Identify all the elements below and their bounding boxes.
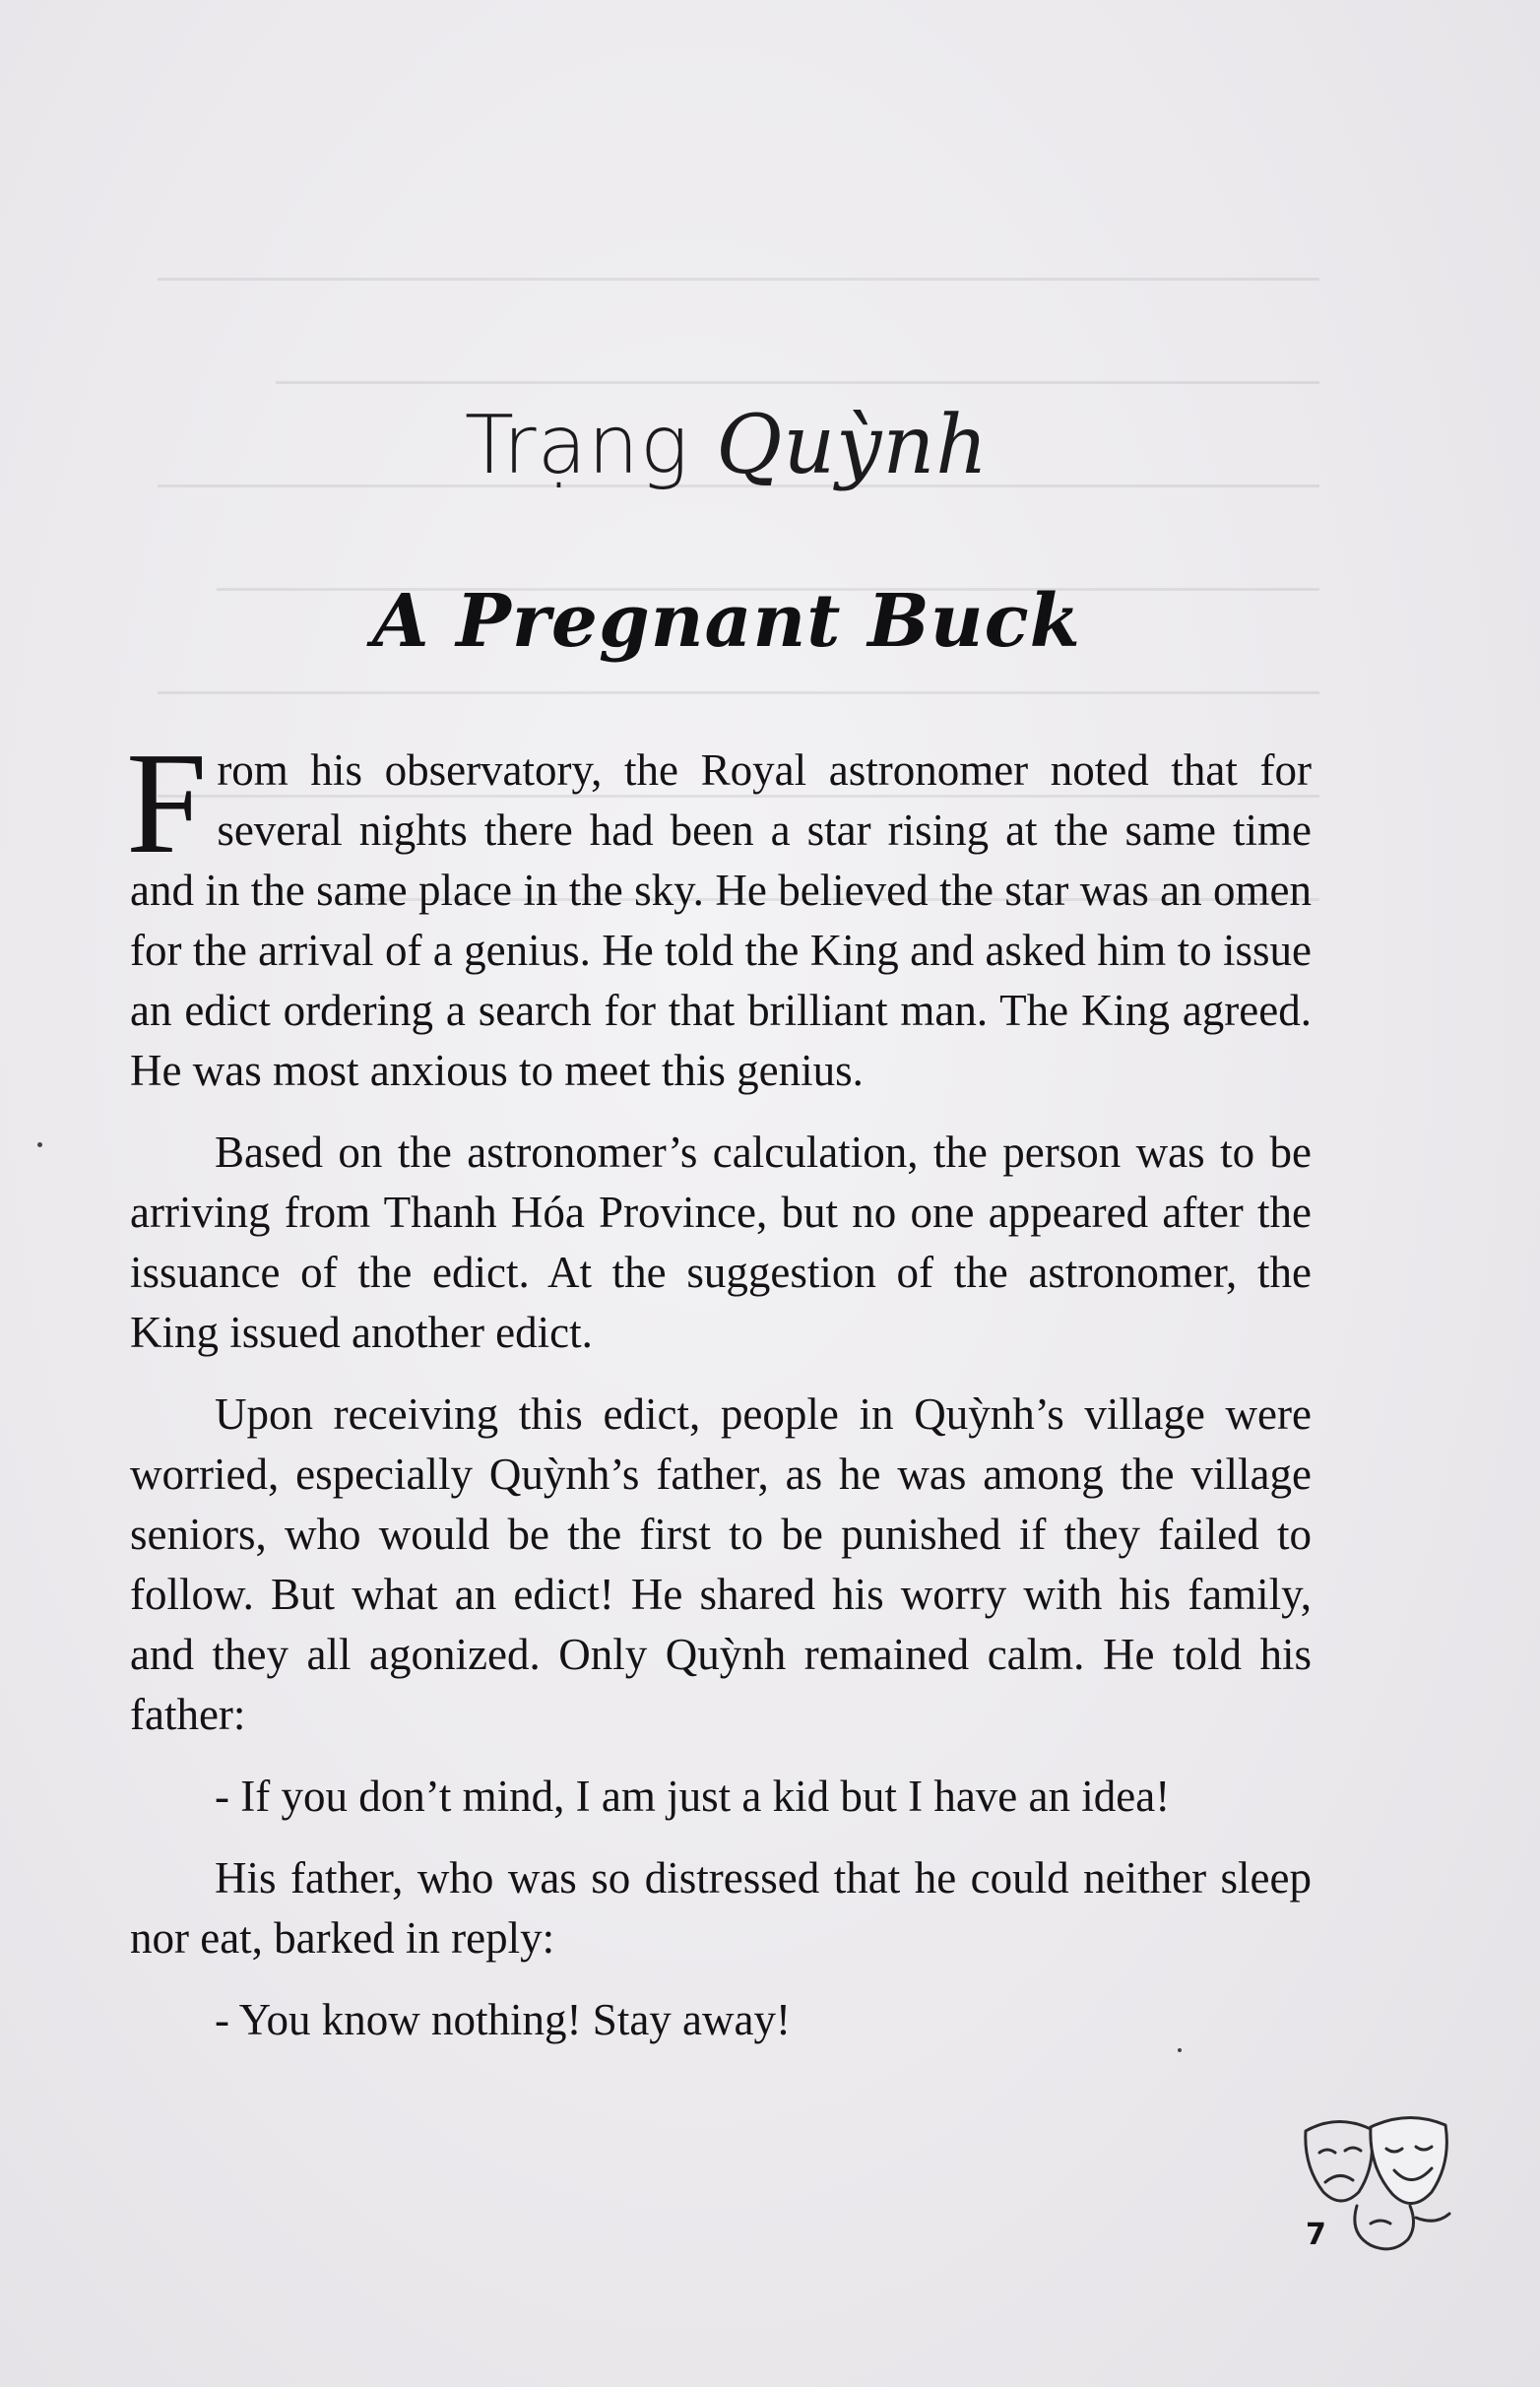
story-title: A Pregnant Buck [372,579,1081,664]
paragraph-1-text: rom his observatory, the Royal astronomer noted that for several nights there had been a star rising at the same time and in the same place in the sky. He believed the star was an omen for the arrival of a genius. He told the King and asked him to issue an edict ordering a search for that brilliant man. The King agreed. He was most anxious to meet this genius. [130,745,1312,1095]
paragraph-2: Based on the astronomer’s calculation, the person was to be arriving from Thanh Hóa Province, but no one appeared after the issuance of the edict. At the suggestion of the astronomer, the King issued another edict. [130,1128,1312,1357]
series-title-emph: Quỳnh [716,399,990,492]
paper-speck [1178,2048,1182,2052]
paragraph-1 [126,723,1312,1101]
paragraph-4: - If you don’t mind, I am just a kid but I have an idea! [215,1772,1171,1821]
paragraph-5: His father, who was so distressed that he could neither sleep nor eat, barked in reply: [130,1853,1312,1963]
page-number: 7 [1306,2218,1326,2252]
story-body [126,723,1312,2072]
series-title-main: Trạng [464,399,717,492]
paragraph-6: - You know nothing! Stay away! [215,1995,791,2044]
drop-cap: F [126,723,208,884]
paragraph-3: Upon receiving this edict, people in Quỳnh’s village were worried, especially Quỳnh’s father, as he was among the village seniors, who would be the first to be punished if they failed to follow. But what an edict! He shared his worry with his family, and they all agonized. Only Quỳnh remained calm. He told his father: [130,1389,1312,1739]
series-title [0,399,1453,492]
paper-speck [37,1142,42,1147]
